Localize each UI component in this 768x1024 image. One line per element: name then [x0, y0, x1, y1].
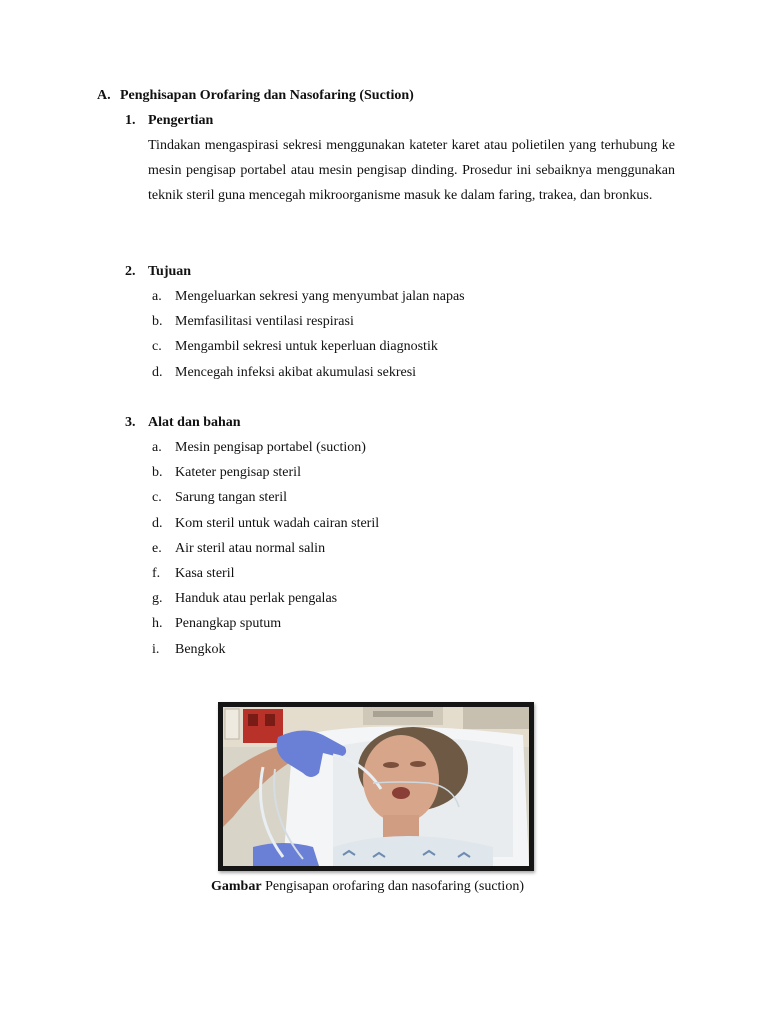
tujuan-number: 2. [125, 264, 136, 279]
list-marker: f. [152, 566, 161, 582]
pengertian-heading [125, 113, 213, 129]
list-item [152, 334, 465, 359]
list-item-text: Mengeluarkan sekresi yang menyumbat jalan napas [175, 289, 465, 304]
alat-heading [125, 415, 241, 431]
list-marker: a. [152, 289, 162, 304]
list-item-text: Penangkap sputum [175, 616, 282, 632]
list-marker: a. [152, 440, 162, 455]
suction-illustration [223, 707, 529, 866]
caption-text: Pengisapan orofaring dan nasofaring (suction) [261, 879, 524, 894]
list-item-text: Mengambil sekresi untuk keperluan diagnostik [175, 339, 438, 355]
list-item-text: Kateter pengisap steril [175, 465, 301, 481]
alat-list [152, 435, 379, 662]
list-marker: g. [152, 591, 163, 607]
list-item [152, 511, 379, 536]
alat-number: 3. [125, 415, 136, 430]
list-item-text: Air steril atau normal salin [175, 540, 326, 556]
list-marker: c. [152, 490, 162, 506]
section-marker: A. [97, 88, 111, 103]
list-marker: d. [152, 364, 163, 380]
list-marker: h. [152, 616, 163, 632]
pengertian-paragraph: Tindakan mengaspirasi sekresi menggunakan kateter karet atau polietilen yang terhubung ke mesin pengisap portabel atau mesin pengisap dinding. Prosedur ini sebaiknya menggunakan teknik steril guna mencegah mikroorganisme masuk ke dalam faring, trakea, dan bronkus. [148, 138, 675, 204]
list-item-text: Kom steril untuk wadah cairan steril [175, 515, 380, 531]
alat-title: Alat dan bahan [148, 415, 241, 430]
list-marker: c. [152, 339, 162, 355]
list-item [152, 284, 465, 309]
list-item [152, 637, 379, 662]
caption-label: Gambar [211, 879, 262, 894]
list-item [152, 435, 379, 460]
list-item [152, 586, 379, 611]
list-item [152, 485, 379, 510]
list-item-text: Memfasilitasi ventilasi respirasi [175, 314, 354, 330]
list-marker: e. [152, 540, 162, 556]
list-item [152, 611, 379, 636]
list-marker: b. [152, 314, 163, 330]
pengertian-title: Pengertian [148, 113, 214, 128]
tujuan-title: Tujuan [148, 264, 192, 279]
list-item [152, 561, 379, 586]
list-item [152, 460, 379, 485]
list-item [152, 536, 379, 561]
section-heading [97, 88, 414, 104]
list-item-text: Kasa steril [175, 566, 235, 582]
figure-caption [211, 879, 524, 895]
tujuan-heading [125, 264, 191, 280]
list-item [152, 309, 465, 334]
list-item-text: Sarung tangan steril [175, 490, 287, 506]
list-item [152, 360, 465, 385]
list-item-text: Handuk atau perlak pengalas [175, 591, 338, 607]
list-marker: d. [152, 515, 163, 531]
pengertian-number: 1. [125, 113, 136, 128]
section-title: Penghisapan Orofaring dan Nasofaring (Suction) [120, 88, 414, 103]
suction-photo [218, 702, 534, 871]
list-marker: i. [152, 641, 160, 657]
list-marker: b. [152, 465, 163, 481]
list-item-text: Mencegah infeksi akibat akumulasi sekresi [175, 364, 417, 380]
tujuan-list [152, 284, 465, 385]
list-item-text: Mesin pengisap portabel (suction) [175, 440, 366, 455]
list-item-text: Bengkok [175, 641, 226, 657]
